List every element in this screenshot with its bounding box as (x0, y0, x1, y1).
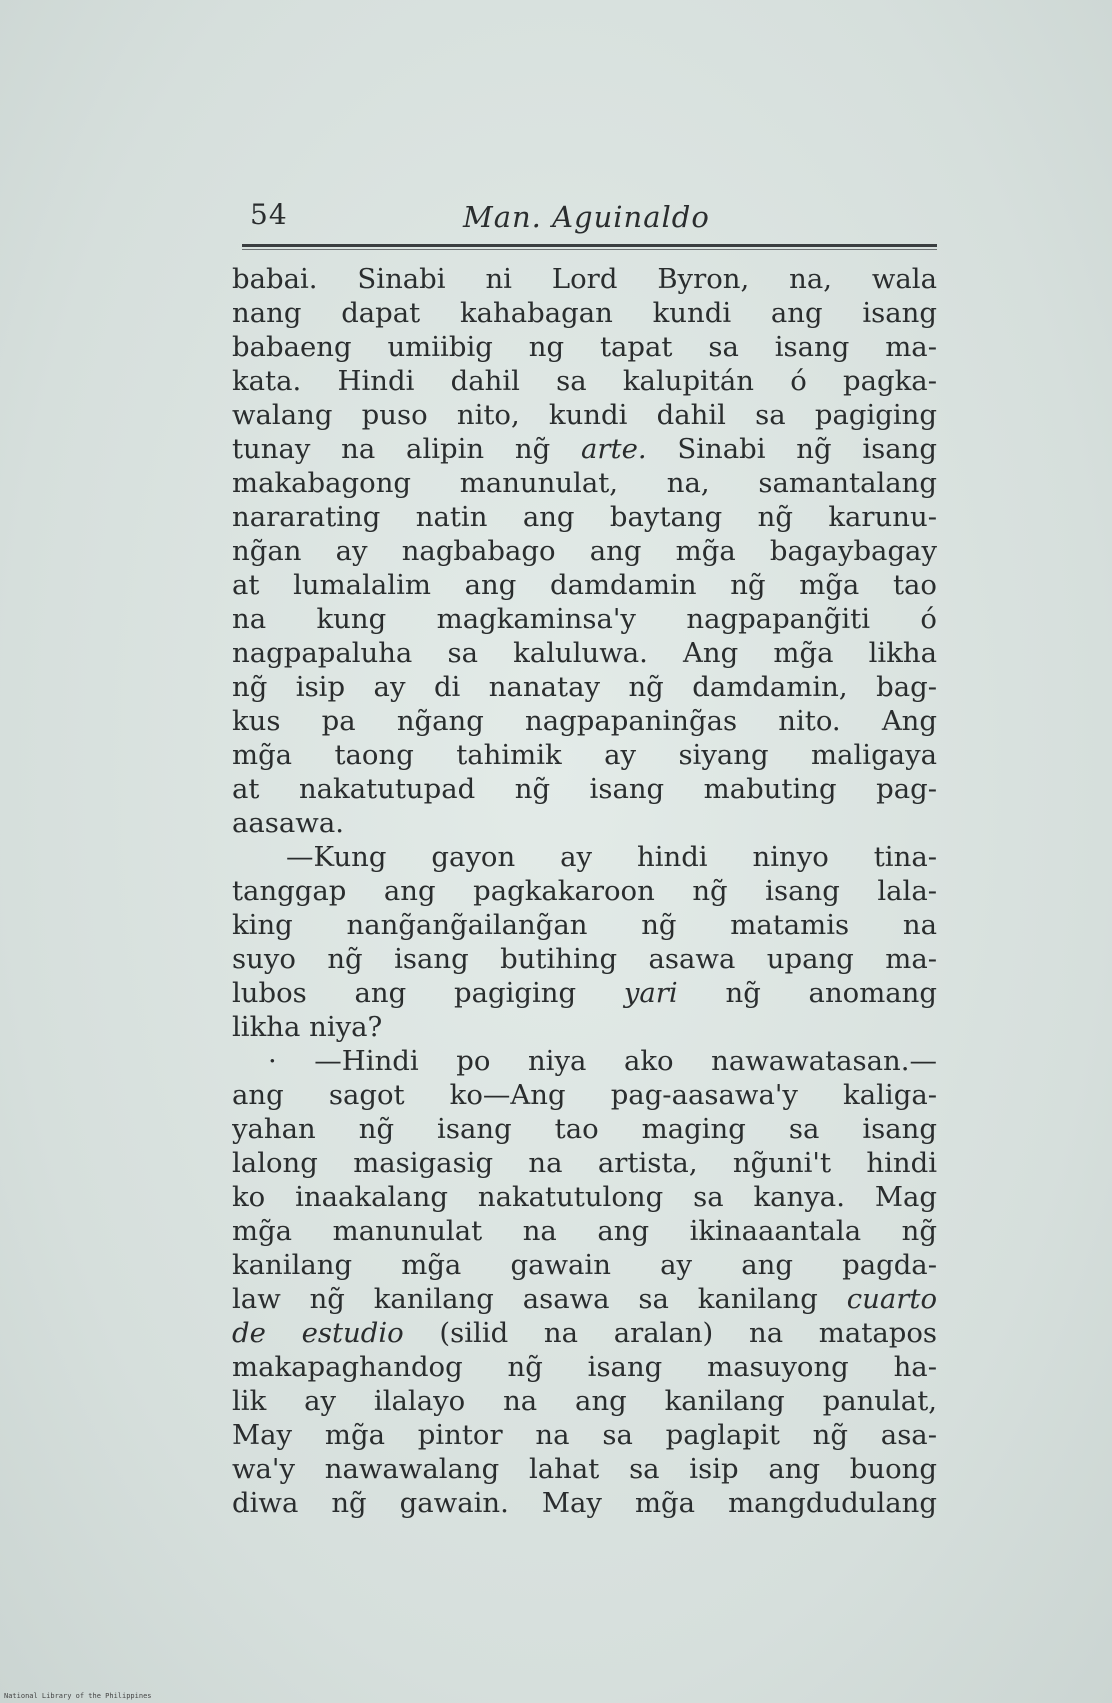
text-line: at lumalalim ang damdamin ng̃ mg̃a tao (232, 569, 937, 601)
text-line: makapaghandog ng̃ isang masuyong ha- (232, 1351, 937, 1383)
text-line: nararating natin ang baytang ng̃ karunu- (232, 501, 937, 533)
library-credit: National Library of the Philippines (4, 1692, 152, 1700)
page-number: 54 (250, 198, 288, 231)
text-line: diwa ng̃ gawain. May mg̃a mangdudulang (232, 1487, 937, 1519)
text-line: · —Hindi po niya ako nawawatasan.— (268, 1045, 937, 1077)
text-line: wa'y nawawalang lahat sa isip ang buong (232, 1453, 937, 1485)
text-line: mg̃a taong tahimik ay siyang maligaya (232, 739, 937, 771)
header-rule (242, 244, 937, 247)
text-line: babaeng umiibig ng tapat sa isang ma- (232, 331, 937, 363)
text-line: makabagong manunulat, na, samantalang (232, 467, 937, 499)
text-line: king nang̃ang̃ailang̃an ng̃ matamis na (232, 909, 937, 941)
text-line (232, 1316, 937, 1350)
text-line: aasawa. (232, 807, 344, 839)
text-line: kata. Hindi dahil sa kalupitán ó pagka- (232, 365, 937, 397)
text-line: nagpapaluha sa kaluluwa. Ang mg̃a likha (232, 637, 937, 669)
text-line: ko inaakalang nakatutulong sa kanya. Mag (232, 1181, 937, 1213)
text-segment: tunay na alipin ng̃ (232, 433, 551, 465)
text-line (232, 976, 937, 1010)
text-segment: lubos ang pagiging (232, 977, 577, 1009)
italic-word: yari (623, 977, 678, 1009)
text-line: May mg̃a pintor na sa paglapit ng̃ asa- (232, 1419, 937, 1451)
text-line: kus pa ng̃ang nagpapaning̃as nito. Ang (232, 705, 937, 737)
text-line: likha niya? (232, 1011, 383, 1043)
text-line: suyo ng̃ isang butihing asawa upang ma- (232, 943, 937, 975)
italic-phrase: de estudio (232, 1317, 404, 1349)
text-segment: Sinabi ng̃ isang (646, 433, 937, 465)
text-segment: law ng̃ kanilang asawa sa kanilang (232, 1283, 818, 1315)
page-header (238, 198, 938, 248)
italic-word: cuarto (846, 1283, 937, 1315)
text-line: lalong masigasig na artista, ng̃uni't hindi (232, 1147, 937, 1179)
text-line: walang puso nito, kundi dahil sa pagiging (232, 399, 937, 431)
text-segment: ng̃ anomang (677, 977, 937, 1009)
text-line: at nakatutupad ng̃ isang mabuting pag- (232, 773, 937, 805)
text-line: lik ay ilalayo na ang kanilang panulat, (232, 1385, 937, 1417)
running-head: Man. Aguinaldo (463, 200, 710, 234)
text-line: —Kung gayon ay hindi ninyo tina- (286, 841, 937, 873)
italic-word: arte. (581, 433, 647, 465)
text-line: ang sagot ko—Ang pag-aasawa'y kaliga- (232, 1079, 937, 1111)
text-line (232, 1282, 937, 1316)
text-line (232, 432, 937, 466)
text-line: babai. Sinabi ni Lord Byron, na, wala (232, 263, 937, 295)
text-segment: (silid na aralan) na matapos (403, 1317, 937, 1349)
text-line: kanilang mg̃a gawain ay ang pagda- (232, 1249, 937, 1281)
text-line: ng̃ isip ay di nanatay ng̃ damdamin, bag- (232, 671, 937, 703)
header-rule-thin (242, 249, 937, 250)
text-line: nang dapat kahabagan kundi ang isang (232, 297, 937, 329)
text-line: mg̃a manunulat na ang ikinaaantala ng̃ (232, 1215, 937, 1247)
text-line: na kung magkaminsa'y nagpapang̃iti ó (232, 603, 937, 635)
text-line: ng̃an ay nagbabago ang mg̃a bagaybagay (232, 535, 937, 567)
text-line: tanggap ang pagkakaroon ng̃ isang lala- (232, 875, 937, 907)
body-text (232, 262, 937, 1520)
text-line: yahan ng̃ isang tao maging sa isang (232, 1113, 937, 1145)
